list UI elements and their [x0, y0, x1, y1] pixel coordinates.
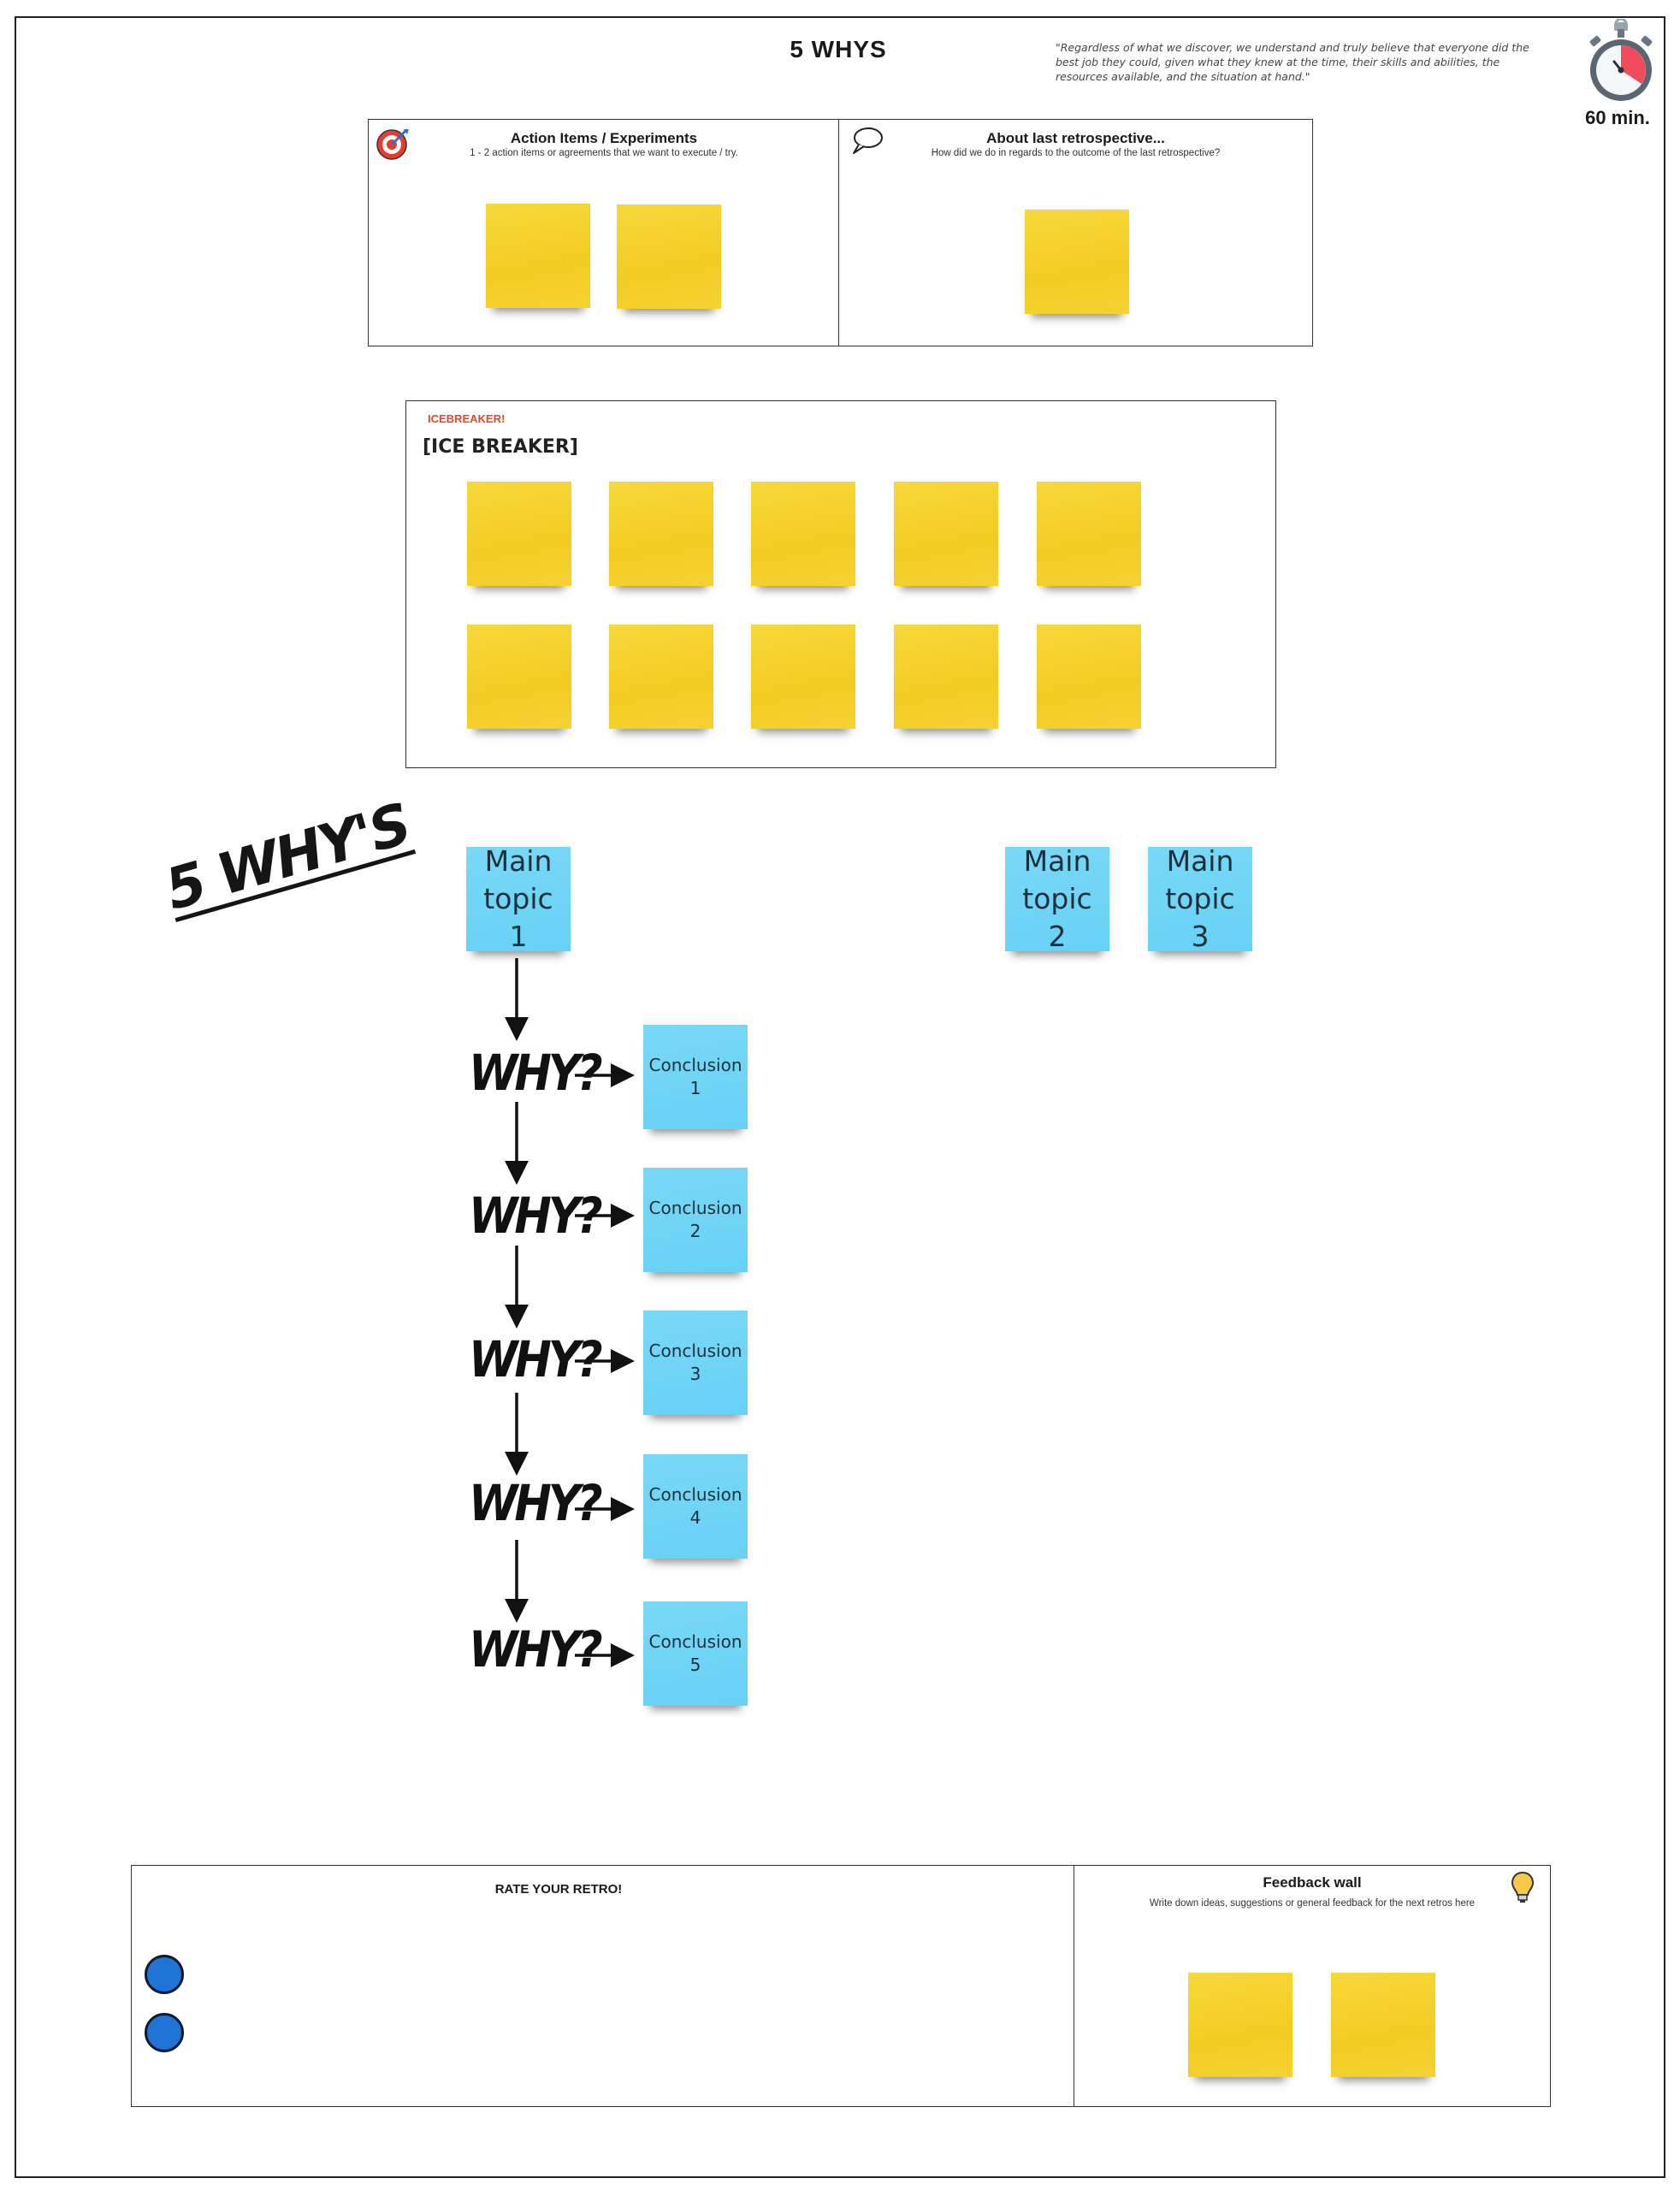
lightbulb-icon	[1511, 1871, 1535, 1905]
vote-dot[interactable]	[145, 1955, 184, 1994]
why-label-5: WHY?	[469, 1621, 600, 1679]
action-items-title: Action Items / Experiments	[510, 130, 698, 146]
main-topic-1[interactable]: Main topic 1	[466, 847, 571, 951]
icebreaker-title: [ICE BREAKER]	[423, 436, 578, 458]
last-retro-subtitle: How did we do in regards to the outcome of the last retrospective?	[931, 148, 1221, 158]
why-label-3: WHY?	[469, 1331, 600, 1389]
why-label-4: WHY?	[469, 1475, 600, 1533]
sticky-note[interactable]	[1331, 1973, 1435, 2077]
last-retro-title: About last retrospective...	[986, 130, 1165, 146]
rate-retro-title: RATE YOUR RETRO!	[494, 1882, 623, 1897]
why-label-2: WHY?	[469, 1187, 600, 1246]
main-topic-2[interactable]: Main topic 2	[1005, 847, 1109, 951]
conclusion-3[interactable]: Conclusion 3	[643, 1311, 748, 1415]
rate-retro-panel	[131, 1865, 1075, 2107]
vote-dot[interactable]	[145, 2013, 184, 2052]
conclusion-5[interactable]: Conclusion 5	[643, 1601, 748, 1706]
sticky-note[interactable]	[1188, 1973, 1293, 2077]
conclusion-1[interactable]: Conclusion 1	[643, 1025, 748, 1129]
conclusion-4[interactable]: Conclusion 4	[643, 1454, 748, 1559]
board-title: 5 WHYS	[790, 36, 887, 62]
five-whys-heading: 5 WHY'S	[158, 790, 417, 924]
prime-directive-quote: "Regardless of what we discover, we understand and truly believe that everyone did the best job they could, given what they knew at the time, their skills and abilities, the resources available, and the situation at hand."	[1056, 41, 1529, 83]
why-label-1: WHY?	[469, 1045, 600, 1103]
icebreaker-tag: ICEBREAKER!	[428, 412, 506, 425]
main-topic-3[interactable]: Main topic 3	[1148, 847, 1252, 951]
timer-label: 60 min.	[1585, 107, 1650, 128]
feedback-wall-title: Feedback wall	[1263, 1874, 1362, 1891]
conclusion-2[interactable]: Conclusion 2	[643, 1168, 748, 1272]
action-items-subtitle: 1 - 2 action items or agreements that we want to execute / try.	[470, 148, 738, 158]
feedback-wall-subtitle: Write down ideas, suggestions or general feedback for the next retros here	[1149, 1898, 1476, 1909]
